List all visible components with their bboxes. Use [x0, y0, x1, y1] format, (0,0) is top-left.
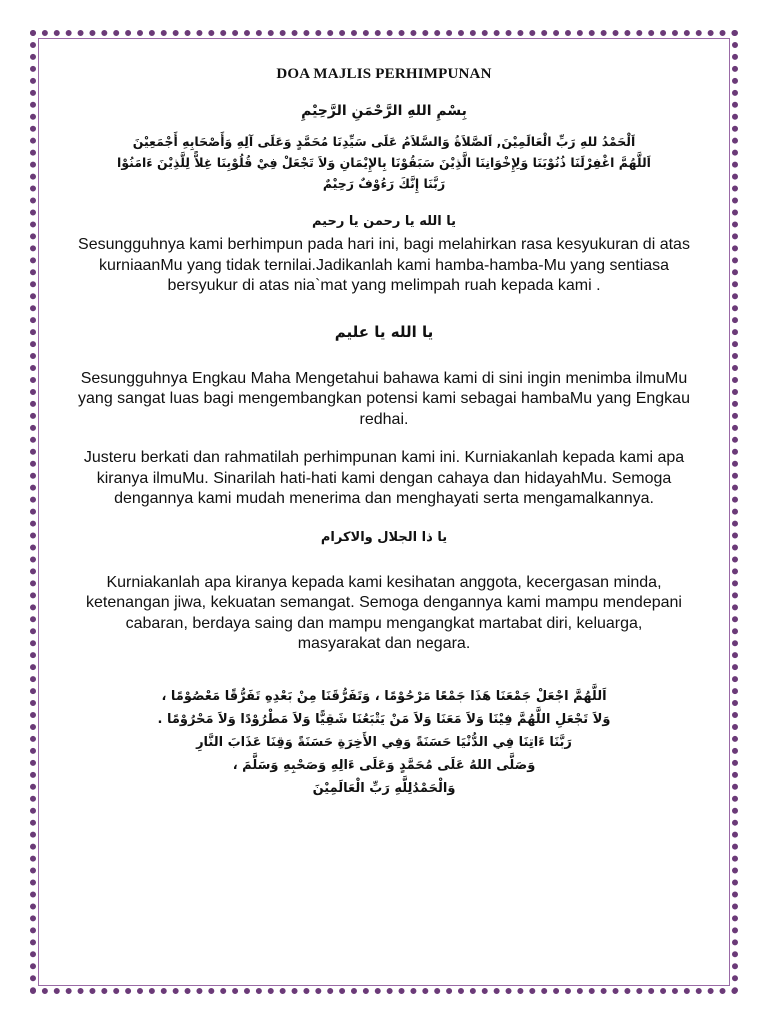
opening-arabic-line: اَلْحَمْدُ للهِ رَبِّ الْعَالَمِيْنَ, اَلصَّلاَةُ وَالسَّلاَمُ عَلَى سَيِّدِنَا مُحَمَّدٍ وَعَلَى آلِهِ وَأَصْحَابِهِ أَجْمَعِيْنَ [132, 134, 636, 149]
closing-arabic-line: اَللَّهُمَّ اجْعَلْ جَمْعَنَا هَذَا جَمْعًا مَرْحُوْمًا ، وَتَفَرُّقَنَا مِنْ بَعْدِهِ تَفَرُّقًا مَعْصُوْمًا ، [161, 688, 607, 704]
closing-arabic-line: وَلاَ تَجْعَلِ اللَّهُمَّ فِيْنَا وَلاَ مَعَنَا وَلاَ مَنْ يَتْبَعُنَا شَقِيًّا وَلاَ مَطْرُوْدًا وَلاَ مَحْرُوْمًا . [157, 711, 611, 727]
closing-arabic-line: وَالْحَمْدُلِلَّهِ رَبِّ الْعَالَمِيْنَ [312, 780, 456, 796]
closing-arabic-line: وَصَلَّى اللهُ عَلَى مُحَمَّدٍ وَعَلَى ءَالِهِ وَصَحْبِهِ وَسَلَّمَ ، [232, 757, 536, 773]
paragraph-4 [60, 573, 708, 655]
document-title: DOA MAJLIS PERHIMPUNAN [276, 66, 492, 82]
opening-arabic [60, 131, 708, 194]
closing-arabic-line: رَبَّنَا ءَاتِنَا فِي الدُّنْيَا حَسَنَةً وَفِي الأَخِرَةِ حَسَنَةً وَقِنَا عَذَابَ النَّارِ [196, 734, 572, 750]
opening-arabic-line: رَبَّنَا إِنَّكَ رَءُوْفٌ رَحِيْمٌ [322, 176, 446, 191]
arabic-heading-3: يا ذا الجلال والاكرام [320, 529, 448, 545]
opening-arabic-line: اَللَّهُمَّ اغْفِرْلَنَا ذُنُوْبَنَا وَلِإِخْوَانِنَا الَّذِيْنَ سَبَقُوْنَا بِالإِيْمَانِ وَلاَ تَجْعَلْ فِيْ قُلُوْبِنَا غِلاًّ لِلَّذِيْنَ ءَامَنُوْا [117, 155, 651, 170]
paragraph-1: Sesungguhnya kami berhimpun pada hari ini, bagi melahirkan rasa kesyukuran di atas kurniaanMu yang tidak ternilai.Jadikanlah kami hamba-hamba-Mu yang sentiasa bersyukur di atas nia`mat yang melimpah ruah kepada kami . [78, 236, 690, 294]
paragraph-4-last-line: masyarakat dan negara. [297, 635, 471, 652]
arabic-heading-2: يا الله يا عليم [334, 322, 434, 341]
paragraph-3: Justeru berkati dan rahmatilah perhimpunan kami ini. Kurniakanlah kepada kami apa kiranya ilmuMu. Sinarilah hati-hati kami dengan cahaya dan hidayahMu. Semoga dengannya kami mudah menerima dan menghayati serta mengamalkannya. [83, 449, 685, 507]
basmalah: بِسْمِ اللهِ الرَّحْمَنِ الرَّحِيْمِ [301, 103, 467, 119]
closing-arabic [60, 685, 708, 800]
arabic-heading-1: يا الله يا رحمن يا رحيم [311, 214, 457, 229]
paragraph-2: Sesungguhnya Engkau Maha Mengetahui bahawa kami di sini ingin menimba ilmuMu yang sangat luas bagi mengembangkan potensi kami sebagai hambaMu yang Engkau redhai. [78, 369, 690, 428]
paragraph-4-text: Kurniakanlah apa kiranya kepada kami kesihatan anggota, kecergasan minda, ketenangan jiwa, kekuatan semangat. Semoga dengannya kami mampu mendepani cabaran, berdaya saing dan mampu mengangkat martabat diri, keluarga, [86, 573, 682, 632]
document-body [60, 60, 708, 980]
